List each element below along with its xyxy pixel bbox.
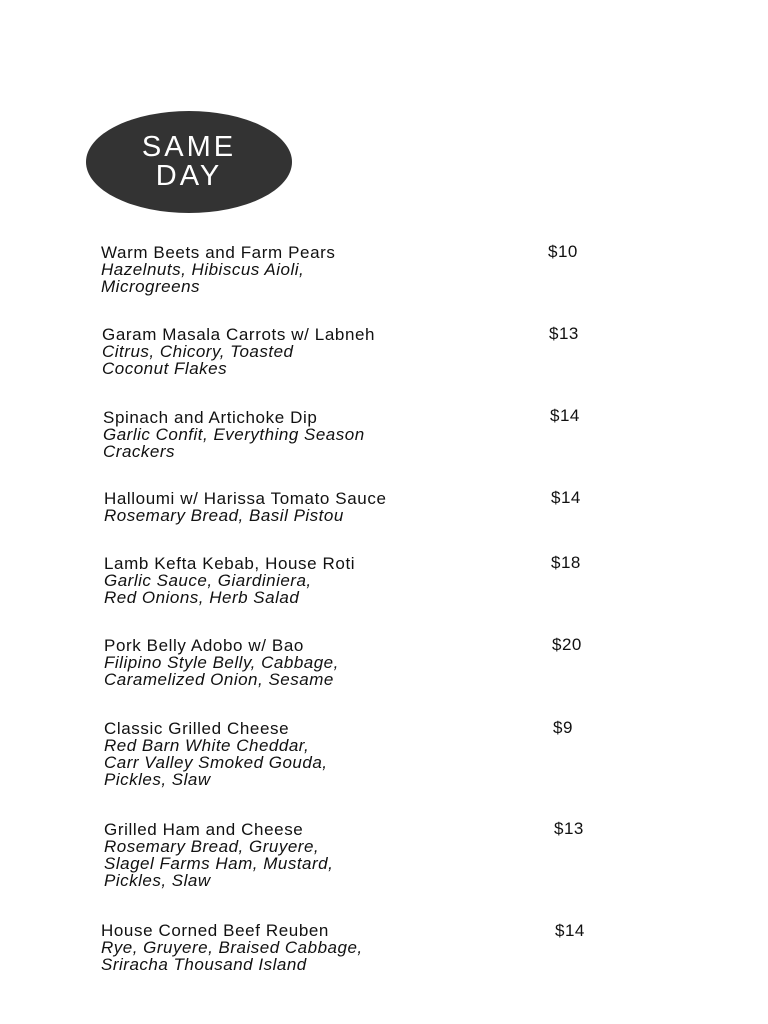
item-price: $10 [548, 242, 578, 261]
item-description [104, 572, 624, 606]
item-description [103, 426, 623, 460]
item-description-line: Rosemary Bread, Basil Pistou [104, 506, 344, 525]
item-description-line: Pickles, Slaw [104, 770, 211, 789]
item-name: House Corned Beef Reuben [101, 921, 329, 940]
badge-line-1: SAME [141, 131, 237, 163]
menu-item [104, 720, 624, 788]
badge-line-2: DAY [155, 160, 223, 192]
item-name: Lamb Kefta Kebab, House Roti [104, 554, 356, 573]
item-price: $13 [554, 819, 584, 838]
item-price: $14 [551, 488, 581, 507]
menu-item [101, 922, 621, 973]
item-description-line: Hazelnuts, Hibiscus Aioli, [101, 260, 305, 279]
item-description-line: Rye, Gruyere, Braised Cabbage, [101, 938, 363, 957]
item-price: $13 [549, 324, 579, 343]
item-description-line: Garlic Confit, Everything Season [103, 425, 365, 444]
item-description-line: Pickles, Slaw [104, 871, 211, 890]
item-description-line: Coconut Flakes [102, 359, 228, 378]
item-price: $14 [555, 921, 585, 940]
menu-item [101, 244, 621, 295]
item-description-line: Sriracha Thousand Island [101, 955, 307, 974]
item-price: $14 [550, 406, 580, 425]
menu-item [104, 490, 624, 524]
item-description-line: Garlic Sauce, Giardiniera, [104, 571, 312, 590]
item-name: Classic Grilled Cheese [104, 719, 290, 738]
menu-item [102, 326, 622, 377]
item-name: Garam Masala Carrots w/ Labneh [102, 325, 376, 344]
item-description-line: Carr Valley Smoked Gouda, [104, 753, 328, 772]
item-description [104, 838, 624, 889]
menu-item [104, 821, 624, 889]
item-description-line: Rosemary Bread, Gruyere, [104, 837, 320, 856]
item-description-line: Red Onions, Herb Salad [104, 588, 300, 607]
item-description-line: Microgreens [101, 277, 201, 296]
item-name: Grilled Ham and Cheese [104, 820, 304, 839]
item-name: Warm Beets and Farm Pears [101, 243, 336, 262]
item-price: $9 [553, 718, 573, 737]
item-price: $18 [551, 553, 581, 572]
item-description [104, 654, 624, 688]
item-description-line: Crackers [103, 442, 176, 461]
item-description-line: Red Barn White Cheddar, [104, 736, 310, 755]
menu-item [104, 555, 624, 606]
item-description-line: Slagel Farms Ham, Mustard, [104, 854, 334, 873]
item-description [102, 343, 622, 377]
item-price: $20 [552, 635, 582, 654]
item-description-line: Caramelized Onion, Sesame [104, 670, 334, 689]
item-name: Halloumi w/ Harissa Tomato Sauce [104, 489, 387, 508]
same-day-badge [86, 111, 292, 213]
item-description-line: Citrus, Chicory, Toasted [102, 342, 294, 361]
item-description-line: Filipino Style Belly, Cabbage, [104, 653, 339, 672]
item-name: Spinach and Artichoke Dip [103, 408, 318, 427]
item-name: Pork Belly Adobo w/ Bao [104, 636, 304, 655]
item-description [101, 261, 621, 295]
menu-item [103, 406, 623, 461]
item-description [104, 507, 624, 524]
menu-item [104, 637, 624, 688]
item-description [101, 939, 621, 973]
item-description [104, 737, 624, 788]
